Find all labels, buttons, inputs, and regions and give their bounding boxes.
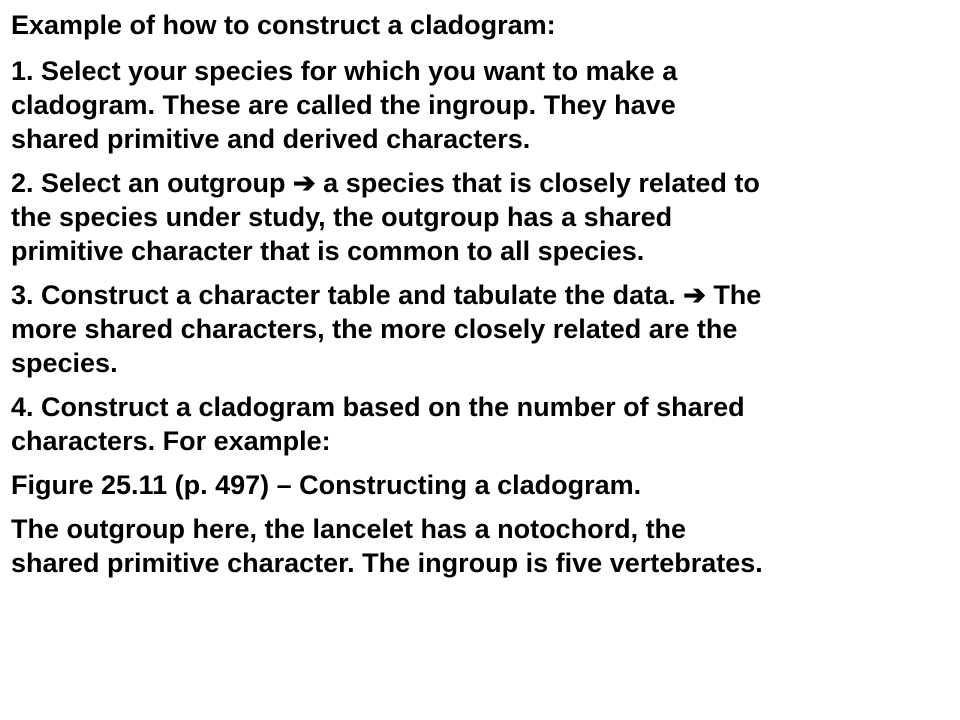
step-3-line-1	[11, 278, 951, 312]
step-1-line-3: shared primitive and derived characters.	[11, 124, 531, 154]
step-3-line-1-before: 3. Construct a character table and tabulate the data.	[11, 280, 684, 310]
step-1-line-1: 1. Select your species for which you want to make a	[11, 56, 678, 86]
step-3-line-2: more shared characters, the more closely related are the	[11, 314, 738, 344]
slide-text-body	[11, 8, 951, 590]
step-3-line-3: species.	[11, 348, 118, 378]
step-2-line-2: the species under study, the outgroup has a shared	[11, 202, 673, 232]
closing-line-1: The outgroup here, the lancelet has a notochord, the	[11, 514, 687, 544]
step-2-line-1-after: a species that is closely related to	[315, 168, 760, 198]
step-4-paragraph	[11, 390, 951, 458]
figure-caption: Figure 25.11 (p. 497) – Constructing a cladogram.	[11, 470, 642, 500]
step-1-paragraph	[11, 54, 951, 156]
step-2-line-1	[11, 166, 951, 200]
slide-title: Example of how to construct a cladogram:	[11, 10, 556, 40]
step-4-line-1: 4. Construct a cladogram based on the number of shared	[11, 392, 745, 422]
step-1-line-2: cladogram. These are called the ingroup. They have	[11, 90, 676, 120]
closing-paragraph	[11, 512, 951, 580]
step-2-paragraph	[11, 166, 951, 268]
closing-line-2: shared primitive character. The ingroup is five vertebrates.	[11, 548, 763, 578]
step-3-paragraph	[11, 278, 951, 380]
step-2-line-3: primitive character that is common to all species.	[11, 236, 645, 266]
step-4-line-2: characters. For example:	[11, 426, 331, 456]
step-3-line-1-after: The	[705, 280, 762, 310]
right-arrow-icon: ➔	[293, 168, 316, 198]
right-arrow-icon: ➔	[683, 280, 706, 310]
step-2-line-1-before: 2. Select an outgroup	[11, 168, 294, 198]
